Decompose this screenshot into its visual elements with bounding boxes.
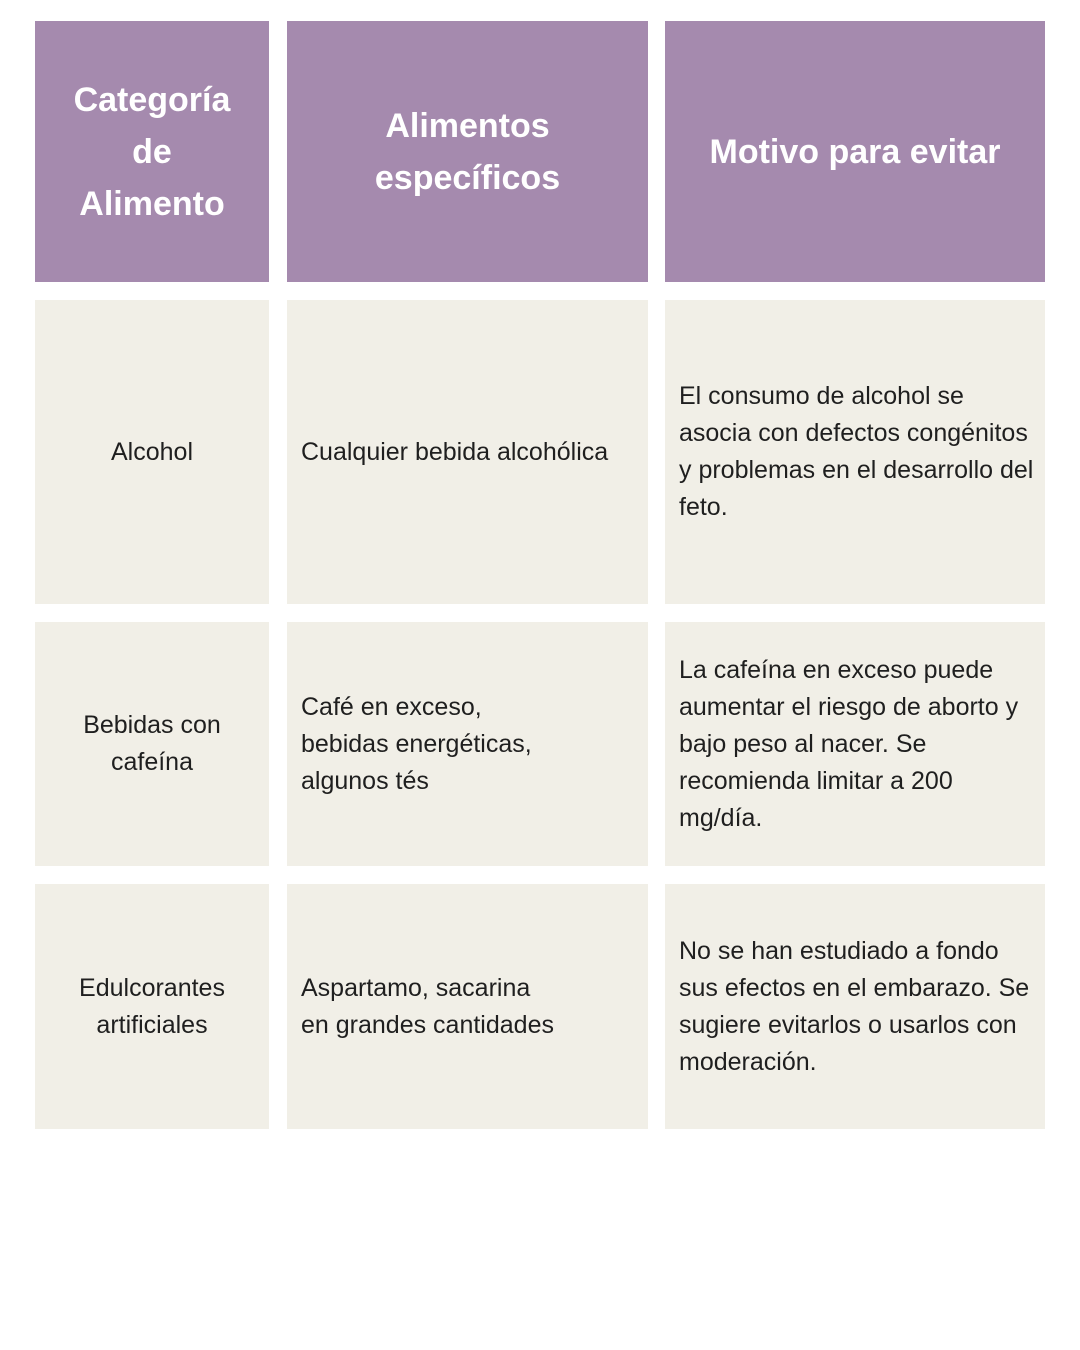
header-category-label: Categoría de Alimento: [73, 80, 231, 223]
header-reason-label: Motivo para evitar: [709, 132, 1001, 171]
row-2-reason-text: La cafeína en exceso puede aumentar el riesgo de aborto y bajo peso al nacer. Se recomienda limitar a 200 mg/día.: [679, 655, 1019, 832]
table-row-3-foods: [287, 884, 648, 1129]
row-1-category-text: Alcohol: [111, 437, 193, 466]
header-reason: [665, 21, 1045, 282]
row-2-category-text: Bebidas con cafeína: [83, 711, 221, 776]
table-row-1-reason: [665, 300, 1045, 604]
row-2-foods-text: Café en exceso, bebidas energéticas, algunos tés: [301, 692, 532, 795]
header-foods: [287, 21, 648, 282]
table-row-2-reason: [665, 622, 1045, 866]
table-row-1-foods: [287, 300, 648, 604]
row-3-category-text: Edulcorantes artificiales: [79, 973, 225, 1039]
header-foods-label: Alimentos específicos: [374, 106, 561, 197]
table-row-3-category: [35, 884, 269, 1129]
table-row-3-reason: [665, 884, 1045, 1129]
row-1-foods-text: Cualquier bebida alcohólica: [301, 437, 609, 466]
row-1-reason-text: El consumo de alcohol se asocia con defectos congénitos y problemas en el desarrollo del feto.: [679, 382, 1034, 521]
table-row-2-category: [35, 622, 269, 866]
row-3-foods-text: Aspartamo, sacarina en grandes cantidades: [301, 973, 554, 1039]
row-3-reason-text: No se han estudiado a fondo sus efectos en el embarazo. Se sugiere evitarlos o usarlos con moderación.: [679, 936, 1030, 1076]
table-row-1-category: [35, 300, 269, 604]
header-category: [35, 21, 269, 282]
table-row-2-foods: [287, 622, 648, 866]
